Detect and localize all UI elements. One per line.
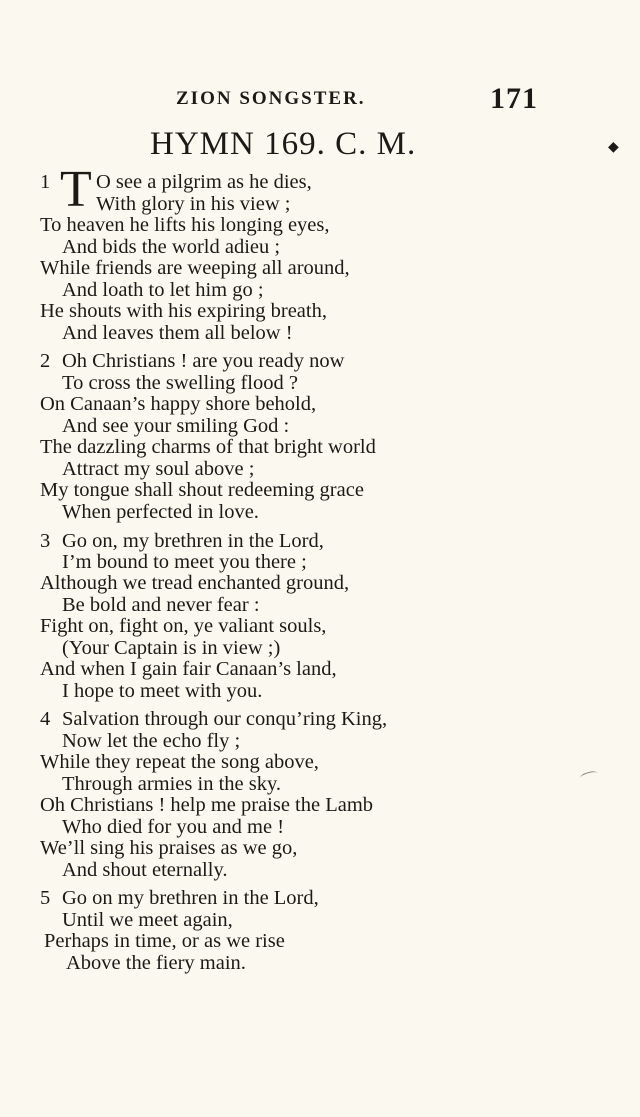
verse-number: 5 [40,887,51,909]
verse-line: Oh Christians ! help me praise the Lamb [40,794,374,816]
page-number: 171 [490,82,538,115]
verse-line: While they repeat the song above, [40,751,319,773]
verse-line: The dazzling charms of that bright world [40,436,376,458]
verse-line: And when I gain fair Canaan’s land, [40,658,337,680]
verse-line: Go on, my brethren in the Lord, [62,530,324,552]
verse-line: With glory in his view ; [96,193,291,215]
verse-line: My tongue shall shout redeeming grace [40,479,364,501]
verse-line: We’ll sing his praises as we go, [40,837,298,859]
verse-line: And shout eternally. [62,859,228,881]
verse-number: 4 [40,708,51,730]
running-title: ZION SONGSTER. [176,88,366,109]
verse-line: And see your smiling God : [62,415,290,437]
verse-line: Fight on, fight on, ye valiant souls, [40,615,327,637]
verse-line: I hope to meet with you. [62,680,263,702]
verse-line: He shouts with his expiring breath, [40,300,327,322]
verse-line: Until we meet again, [62,909,233,931]
verse-number: 3 [40,530,51,552]
verse-line: I’m bound to meet you there ; [62,551,307,573]
verse-line: Through armies in the sky. [62,773,282,795]
verse-line: Above the fiery main. [66,952,246,974]
hymn-title: HYMN 169. C. M. [150,126,417,162]
verse-line: O see a pilgrim as he dies, [96,171,312,193]
verse-line: To heaven he lifts his longing eyes, [40,214,330,236]
verse-line: And bids the world adieu ; [62,236,281,258]
verse-number: 1 [40,171,51,193]
verse-line: Now let the echo fly ; [62,730,241,752]
verse-line: Go on my brethren in the Lord, [62,887,319,909]
margin-mark: ◆ [608,139,619,155]
verse-line: (Your Captain is in view ;) [62,637,281,659]
verse-line: To cross the swelling flood ? [62,372,298,394]
verse-line: On Canaan’s happy shore behold, [40,393,317,415]
verse-line: Perhaps in time, or as we rise [44,930,285,952]
running-head [0,82,640,118]
verse-line: Salvation through our conqu’ring King, [62,708,388,730]
verse-line: When perfected in love. [62,501,259,523]
drop-cap: T [60,161,92,218]
verse-number: 2 [40,350,51,372]
verse-line: Attract my soul above ; [62,458,255,480]
verse-line: Although we tread enchanted ground, [40,572,350,594]
verse-line: Oh Christians ! are you ready now [62,350,345,372]
verse-line: And leaves them all below ! [62,322,293,344]
verse-line: While friends are weeping all around, [40,257,350,279]
verse-line: Be bold and never fear : [62,594,260,616]
ink-smudge [579,770,598,781]
verse-line: Who died for you and me ! [62,816,285,838]
verse-line: And loath to let him go ; [62,279,264,301]
